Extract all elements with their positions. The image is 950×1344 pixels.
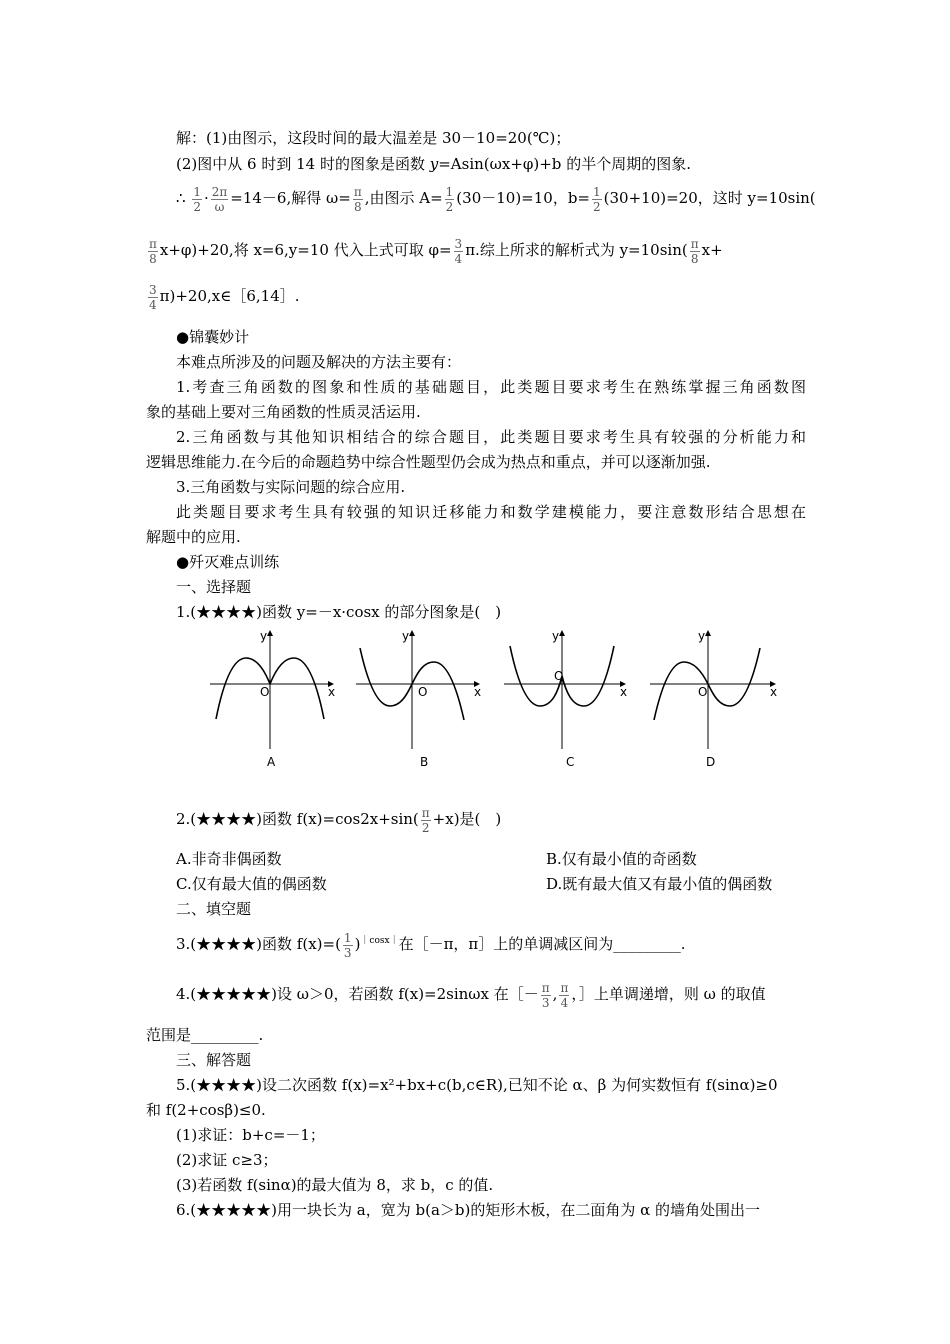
svg-text:C: C [566, 755, 575, 769]
text: x+ [701, 241, 723, 259]
text: ，］上单调递增，则 ω 的取值 [571, 985, 766, 1003]
q5-part-1: (1)求证：b+c=－1； [176, 1126, 325, 1144]
svg-text:O: O [554, 669, 564, 683]
q2-option-c: C.仅有最大值的偶函数 [176, 875, 327, 893]
fraction: $\frac{1}{2}$ [593, 184, 601, 214]
question-1: 1.(★★★★)函数 y=－x·cosx 的部分图象是( ) [176, 603, 502, 621]
svg-text:O: O [260, 685, 270, 699]
solution-line-2 [176, 154, 691, 174]
text: +x)是( ) [432, 810, 502, 828]
text: 在［－π，π］上的单调减区间为_________. [398, 935, 686, 953]
q5-part-2: (2)求证 c≥3； [176, 1151, 278, 1169]
text: π)+20,x∈［6,14］. [159, 287, 300, 305]
svg-text:y: y [552, 629, 560, 643]
question-5-cont: 和 f(2+cosβ)≤0. [146, 1101, 266, 1119]
tips-heading: ●锦囊妙计 [176, 328, 250, 346]
exponent: ｜cosx｜ [360, 936, 399, 946]
tips-p4b: 解题中的应用. [146, 528, 241, 546]
tips-p1b: 象的基础上要对三角函数的性质灵活运用. [146, 403, 421, 421]
svg-text:x: x [328, 685, 336, 699]
q1-graph-options [196, 624, 796, 774]
text: 的半个周期的图象. [561, 155, 691, 173]
q5-part-3: (3)若函数 f(sinα)的最大值为 8，求 b，c 的值. [176, 1176, 494, 1194]
tips-p2a: 2.三角函数与其他知识相结合的综合题目，此类题目要求考生具有较强的分析能力和 [176, 428, 806, 446]
svg-text:x: x [620, 685, 628, 699]
therefore-symbol: ∴ [176, 189, 186, 207]
fraction: $\frac{1}{2}$ [445, 184, 454, 214]
section-fill: 二、填空题 [176, 900, 252, 918]
text: =Asin(ωx+φ)+b [438, 155, 562, 173]
q2-option-d: D.既有最大值又有最小值的偶函数 [546, 875, 773, 893]
text: (30+10)=20，这时 y=10sin( [603, 189, 816, 207]
text: ,由图示 A= [364, 189, 443, 207]
fraction: $\frac{\pi}{8}$ [353, 184, 362, 214]
tips-p2b: 逻辑思维能力.在今后的命题趋势中综合性题型仍会成为热点和重点，并可以逐渐加强. [146, 453, 711, 471]
fraction: $\frac{\pi}{8}$ [149, 236, 157, 266]
graph-b [356, 629, 481, 769]
math-var: y [429, 155, 439, 173]
svg-text:y: y [698, 629, 706, 643]
fraction: $\frac{3}{4}$ [454, 236, 463, 266]
solution-line-1: 解：(1)由图示，这段时间的最大温差是 30－10=20(℃)； [176, 129, 571, 147]
question-4-cont: 范围是_________. [146, 1026, 264, 1044]
question-5: 5.(★★★★)设二次函数 f(x)=x²+bx+c(b,c∈R),已知不论 α、β 为何实数恒有 f(sinα)≥0 [176, 1076, 778, 1094]
fraction: $\frac{\pi}{3}$ [541, 980, 550, 1010]
question-3: 3.(★★★★)函数 f(x)=( $\frac{1}{3}$ )$^{|cosx|}$在［－π，π］上的单调减区间为_________. [176, 930, 686, 960]
question-4: 4.(★★★★★)设 ω＞0，若函数 f(x)=2sinωx 在［－ $\frac{\pi}{3}$ , $\frac{\pi}{4}$ ，］上单调递增，则 ω 的取值 [176, 980, 766, 1010]
fraction: $\frac{2\pi}{\omega}$ [211, 184, 228, 214]
training-heading: ●歼灭难点训练 [176, 553, 280, 571]
tips-p3: 3.三角函数与实际问题的综合应用. [176, 478, 406, 496]
text: x+φ)+20,将 x=6,y=10 代入上式可取 φ= [159, 241, 452, 259]
graph-a [210, 629, 335, 769]
fraction: $\frac{1}{2}$ [193, 184, 201, 214]
svg-text:A: A [267, 755, 276, 769]
solution-line-4 [146, 234, 723, 266]
tips-p4a: 此类题目要求考生具有较强的知识迁移能力和数学建模能力，要注意数形结合思想在 [176, 503, 806, 521]
svg-text:O: O [698, 685, 708, 699]
graph-c [504, 629, 627, 769]
text: (30－10)=10，b= [456, 189, 591, 207]
question-6: 6.(★★★★★)用一块长为 a，宽为 b(a＞b)的矩形木板，在二面角为 α 的墙角处围出一 [176, 1201, 761, 1219]
fraction: $\frac{\pi}{8}$ [690, 236, 699, 266]
svg-text:O: O [418, 685, 428, 699]
fraction: $\frac{\pi}{4}$ [560, 980, 569, 1010]
fraction: $\frac{1}{3}$ [343, 930, 352, 960]
fraction: $\frac{\pi}{2}$ [421, 805, 430, 835]
question-2 [176, 803, 501, 835]
text: (2)图中从 6 时到 14 时的图象是函数 [176, 155, 430, 173]
solution-line-5 [146, 280, 300, 312]
text: 3.(★★★★)函数 f(x)=( [176, 935, 341, 953]
section-answer: 三、解答题 [176, 1051, 252, 1069]
svg-text:D: D [706, 755, 716, 769]
text: 2.(★★★★)函数 f(x)=cos2x+sin( [176, 810, 419, 828]
text: 4.(★★★★★)设 ω＞0，若函数 f(x)=2sinωx 在［－ [176, 985, 539, 1003]
svg-text:y: y [402, 629, 410, 643]
solution-line-3: ∴ $\frac{1}{2}$ · $\frac{2\pi}{\omega}$ =14－6,解得 ω= $\frac{\pi}{8}$ ,由图示 A= $\frac{1}{2}$ (30－10)=10，b= $\frac{1}{2}$ (30+10)=20，这时 y=10sin( [176, 184, 816, 214]
svg-text:x: x [770, 685, 778, 699]
svg-text:y: y [260, 629, 268, 643]
fraction: $\frac{3}{4}$ [149, 282, 157, 312]
tips-intro: 本难点所涉及的问题及解决的方法主要有： [176, 353, 462, 371]
tips-p1a: 1.考查三角函数的图象和性质的基础题目，此类题目要求考生在熟练掌握三角函数图 [176, 378, 806, 396]
graph-d [650, 629, 777, 769]
text: π.综上所求的解析式为 y=10sin( [465, 241, 688, 259]
svg-text:x: x [474, 685, 482, 699]
q2-option-a: A.非奇非偶函数 [176, 850, 282, 868]
text: =14－6,解得 ω= [230, 189, 351, 207]
q2-option-b: B.仅有最小值的奇函数 [546, 850, 697, 868]
svg-text:B: B [420, 755, 429, 769]
section-choice: 一、选择题 [176, 578, 252, 596]
